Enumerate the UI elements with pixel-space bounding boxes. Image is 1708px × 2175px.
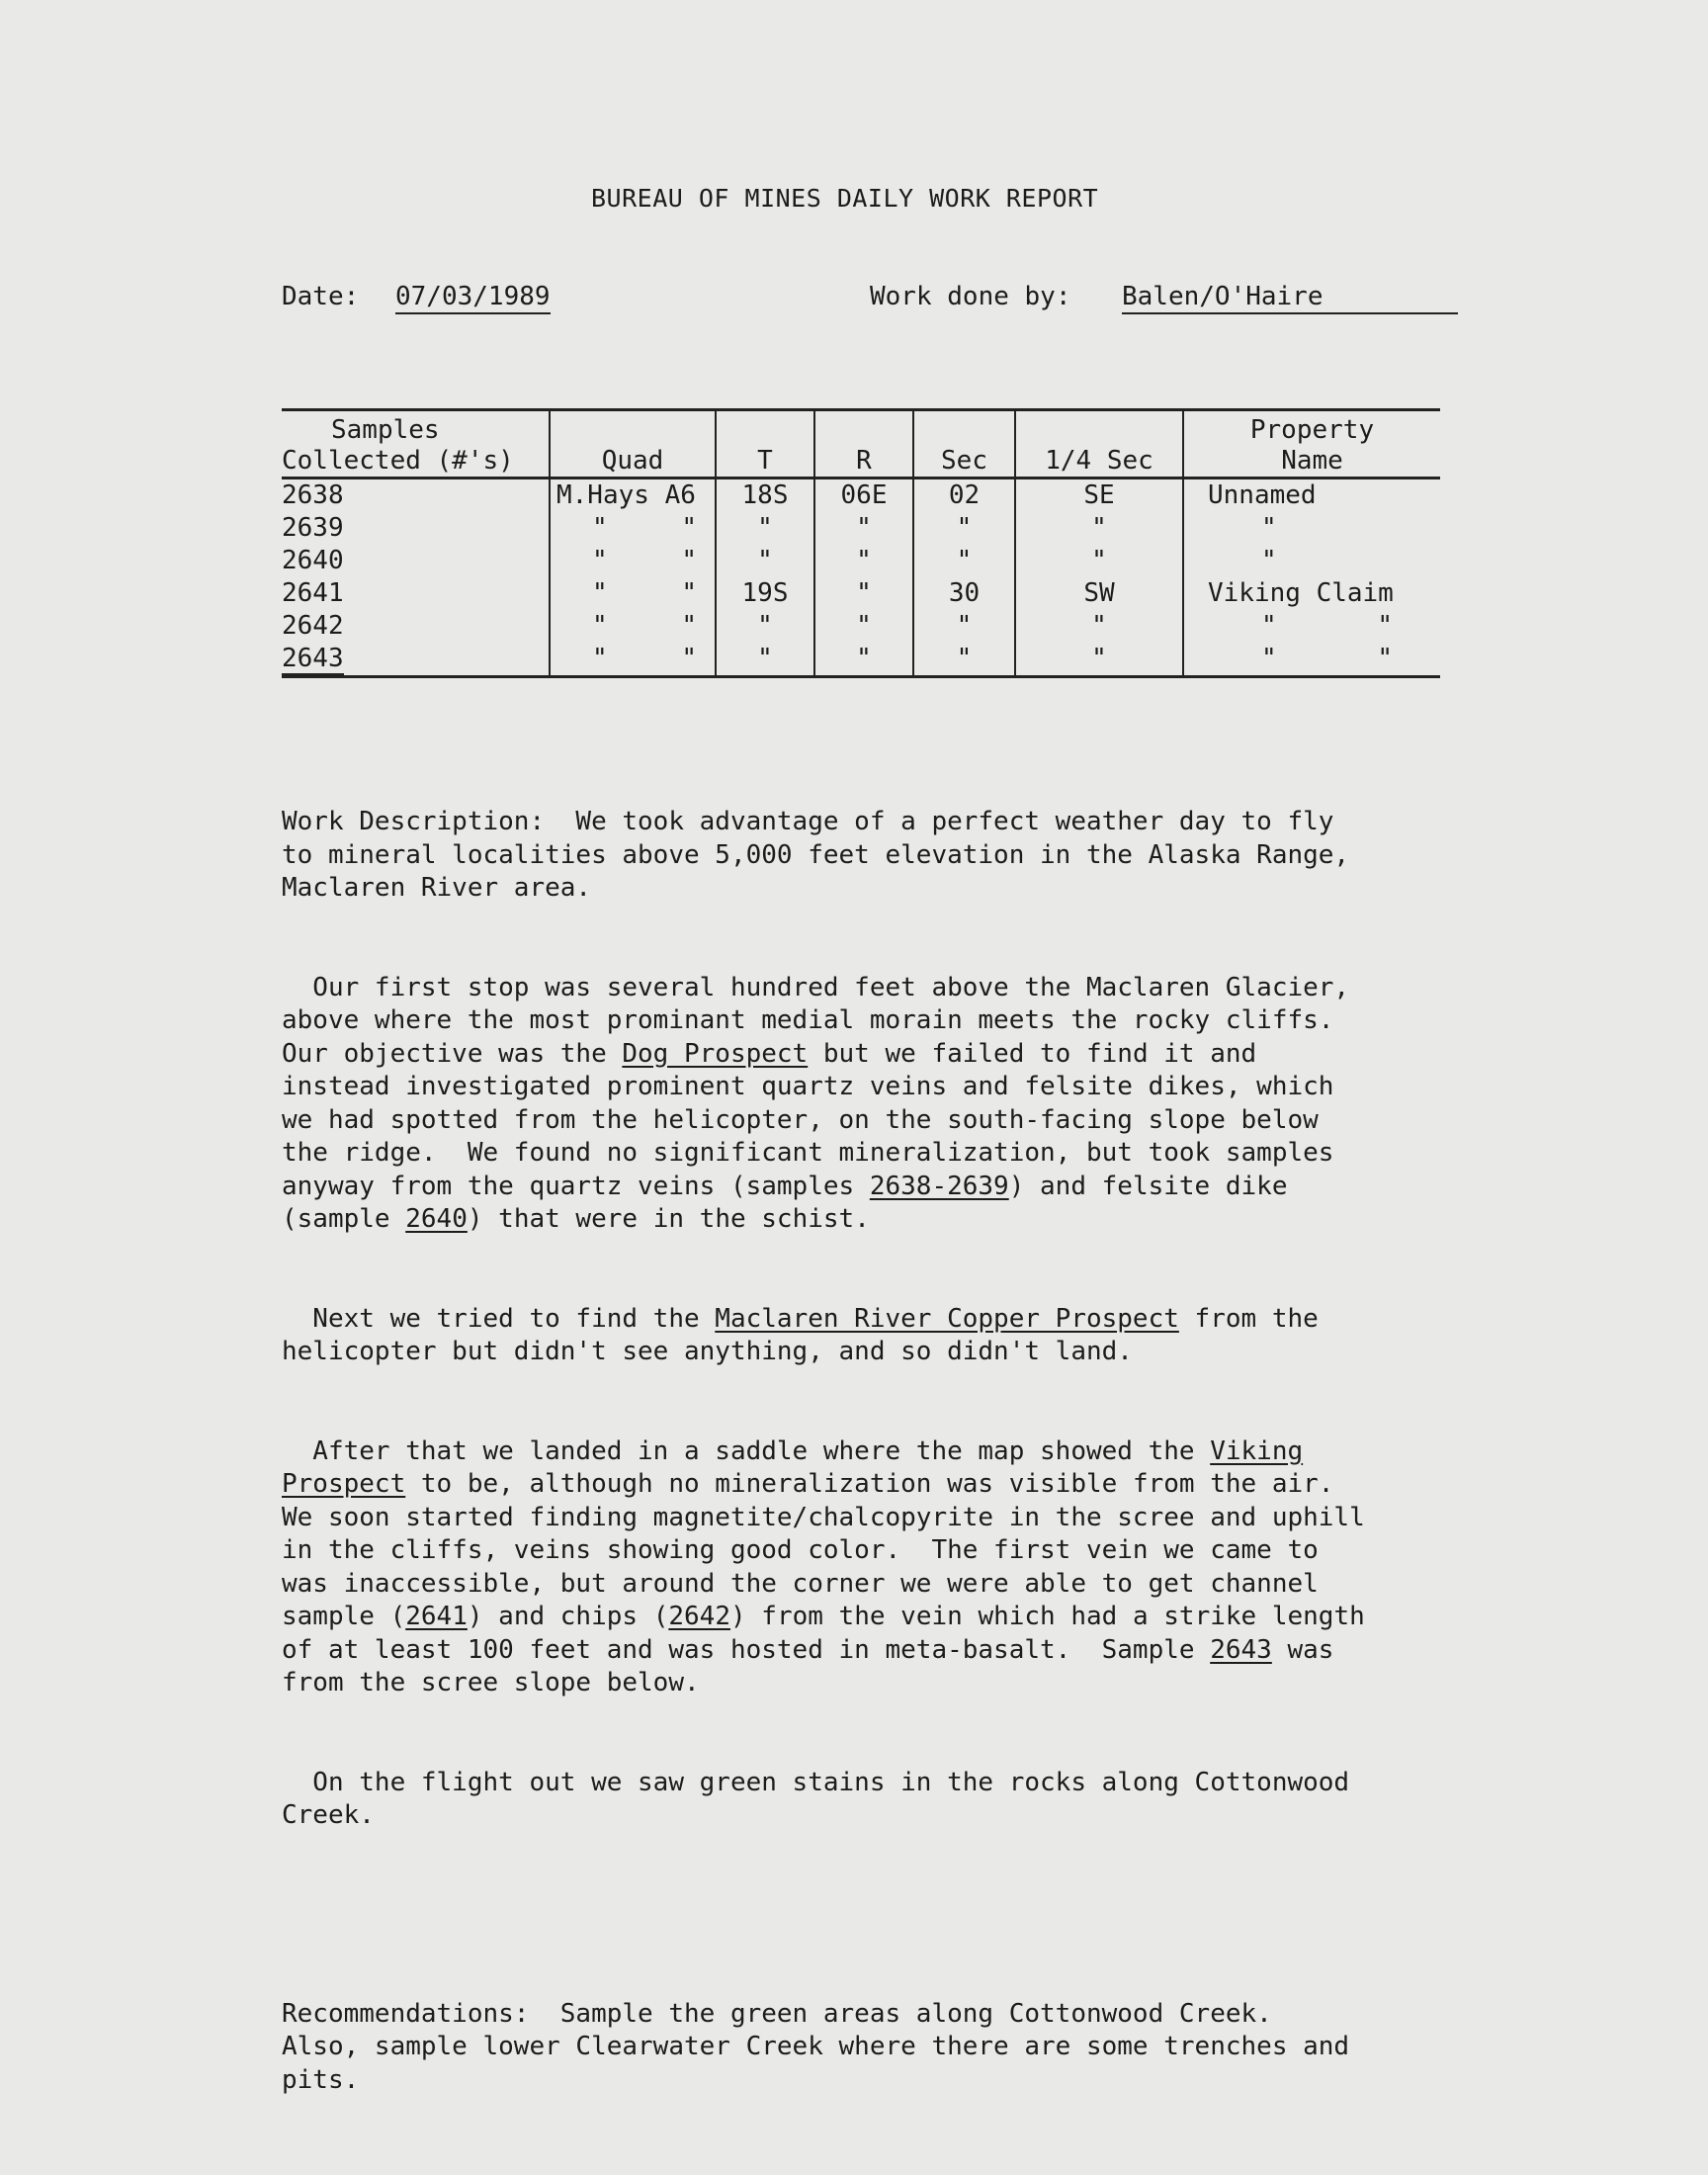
text-run: ) that were in the schist. (467, 1204, 870, 1234)
cell-quad-a: M.Hays A6 (556, 480, 696, 510)
cell-property (1183, 643, 1440, 677)
date-label: Date: (282, 282, 360, 311)
cell-property (1183, 610, 1440, 643)
cell-quad-b: " (681, 644, 697, 673)
cell-r: " (814, 577, 913, 610)
cell-sec: " (913, 545, 1015, 577)
sample-ref-2638-2639: 2638-2639 (869, 1171, 1009, 1201)
cell-t: " (716, 512, 814, 545)
cell-quad (550, 577, 716, 610)
cell-sample: 2638 (282, 480, 344, 510)
work-done-by-value: Balen/O'Haire (1122, 282, 1458, 314)
cell-sample-value: 2643 (282, 644, 344, 673)
cell-property-a: " (1261, 644, 1277, 673)
cell-property-a: Unnamed (1208, 480, 1317, 510)
cell-t: " (716, 643, 814, 677)
text-run: ) from the vein which had a strike length of at least 100 feet and was hosted in meta-basalt. Sample (282, 1602, 1365, 1665)
work-description-p1: Work Description: We took advantage of a perfect weather day to fly to mineral localities above 5,000 feet elevation in the Alaska Range, Maclaren River area. (282, 807, 1350, 903)
cell-quad (550, 478, 716, 513)
date-value: 07/03/1989 (395, 282, 551, 314)
cell-quarter-sec: " (1015, 512, 1183, 545)
table-row (282, 610, 1440, 643)
header-samples-line2: Collected (#'s) (282, 446, 514, 476)
text-run: After that we landed in a saddle where the map showed the (282, 1436, 1211, 1466)
cell-sec: 30 (913, 577, 1015, 610)
cell-property-a: " (1261, 513, 1277, 543)
cell-sec: 02 (913, 478, 1015, 513)
table-row (282, 478, 1440, 513)
cell-property-b: " (1377, 611, 1393, 641)
cell-quarter-sec: " (1015, 545, 1183, 577)
cell-property (1183, 478, 1440, 513)
table-row (282, 545, 1440, 577)
work-description (282, 740, 1448, 2163)
sample-ref-2640: 2640 (405, 1204, 468, 1234)
cell-t: 18S (716, 478, 814, 513)
sample-ref-2642: 2642 (668, 1602, 730, 1631)
table-row (282, 577, 1440, 610)
header-t: T (716, 410, 814, 478)
cell-r: 06E (814, 478, 913, 513)
cell-quad-b: " (681, 546, 697, 575)
header-quad: Quad (550, 410, 716, 478)
cell-property-a: " (1261, 546, 1277, 575)
text-run: from the helicopter but didn't see anything, and so didn't land. (282, 1303, 1319, 1366)
cell-property (1183, 577, 1440, 610)
header-property-line1: Property (1249, 415, 1375, 445)
text-run: to be, although no mineralization was visible from the air. We soon started finding magnetite/chalcopyrite in the scree and uphill in the cliffs, veins showing good color. The first vein we came to was inaccessible, but around the corner we were able to get channel sample ( (282, 1469, 1365, 1631)
cell-quad-a: " (592, 513, 608, 543)
viking-prospect-ref-1: Viking (1210, 1436, 1304, 1466)
cell-quad (550, 643, 716, 677)
cell-quarter-sec: SE (1015, 478, 1183, 513)
cell-quarter-sec: " (1015, 610, 1183, 643)
cell-t: 19S (716, 577, 814, 610)
text-run: but we failed to find it and instead investigated prominent quartz veins and felsite dikes, which we had spotted from the helicopter, on the south-facing slope below the ridge. We found no significant mineralization, but took samples anyway from the quartz veins (samples (282, 1038, 1334, 1201)
work-description-p2 (282, 972, 1448, 1237)
report-title: BUREAU OF MINES DAILY WORK REPORT (591, 184, 1099, 213)
cell-quad-a: " (592, 611, 608, 641)
cell-property-b: " (1377, 644, 1393, 673)
header-sec: Sec (913, 410, 1015, 478)
dog-prospect-ref: Dog Prospect (622, 1038, 809, 1069)
header-quarter-sec: 1/4 Sec (1015, 410, 1183, 478)
samples-table (282, 408, 1440, 678)
cell-r: " (814, 512, 913, 545)
cell-property-a: Viking Claim (1208, 578, 1394, 608)
cell-t: " (716, 545, 814, 577)
maclaren-copper-prospect-ref: Maclaren River Copper Prospect (715, 1303, 1179, 1334)
cell-sample: 2641 (282, 578, 344, 608)
work-description-p3 (282, 1303, 1448, 1369)
cell-sample: 2642 (282, 611, 344, 641)
paragraph-gap (282, 1899, 1448, 1932)
cell-t: " (716, 610, 814, 643)
cell-quad (550, 512, 716, 545)
text-run: was from the scree slope below. (282, 1634, 1334, 1697)
cell-sec: " (913, 610, 1015, 643)
text-run: Our first stop was several hundred feet above the Maclaren Glacier, above where the most prominant medial morain meets the rocky cliffs. Our objective was the (282, 972, 1350, 1069)
header-r: R (814, 410, 913, 478)
cell-quad-b: " (681, 611, 697, 641)
table-row (282, 512, 1440, 545)
cell-r: " (814, 643, 913, 677)
cell-r: " (814, 610, 913, 643)
cell-quad (550, 545, 716, 577)
cell-property (1183, 512, 1440, 545)
cell-quad-a: " (592, 546, 608, 575)
work-description-p5: On the flight out we saw green stains in the rocks along Cottonwood Creek. (282, 1767, 1350, 1830)
header-samples (282, 410, 550, 478)
recommendations: Recommendations: Sample the green areas along Cottonwood Creek. Also, sample lower Clearwater Creek where there are some trenches and pits. (282, 1998, 1350, 2095)
header-property (1183, 410, 1440, 478)
cell-quad-b: " (681, 578, 697, 608)
text-run: Next we tried to find the (282, 1303, 716, 1334)
work-done-by-label: Work done by: (870, 282, 1071, 311)
cell-sample: 2640 (282, 546, 344, 575)
cell-sec: " (913, 643, 1015, 677)
table-row (282, 643, 1440, 677)
text-run: ) and felsite dike (sample (282, 1171, 1288, 1234)
cell-sample: 2639 (282, 513, 344, 543)
viking-prospect-ref-2: Prospect (282, 1469, 406, 1499)
header-property-line2: Name (1281, 446, 1343, 476)
cell-r: " (814, 545, 913, 577)
cell-sample (282, 643, 550, 677)
cell-quarter-sec: " (1015, 643, 1183, 677)
header-samples-line1: Samples (331, 415, 440, 445)
sample-ref-2643: 2643 (1210, 1634, 1272, 1665)
table-header-row (282, 410, 1440, 478)
cell-sec: " (913, 512, 1015, 545)
text-run: ) and chips ( (467, 1602, 669, 1631)
cell-quad (550, 610, 716, 643)
sample-ref-2641: 2641 (405, 1602, 468, 1631)
cell-quad-a: " (592, 578, 608, 608)
cell-quad-b: " (681, 513, 697, 543)
work-description-p4 (282, 1436, 1448, 1700)
cell-property (1183, 545, 1440, 577)
cell-quarter-sec: SW (1015, 577, 1183, 610)
cell-property-a: " (1261, 611, 1277, 641)
cell-quad-a: " (592, 644, 608, 673)
